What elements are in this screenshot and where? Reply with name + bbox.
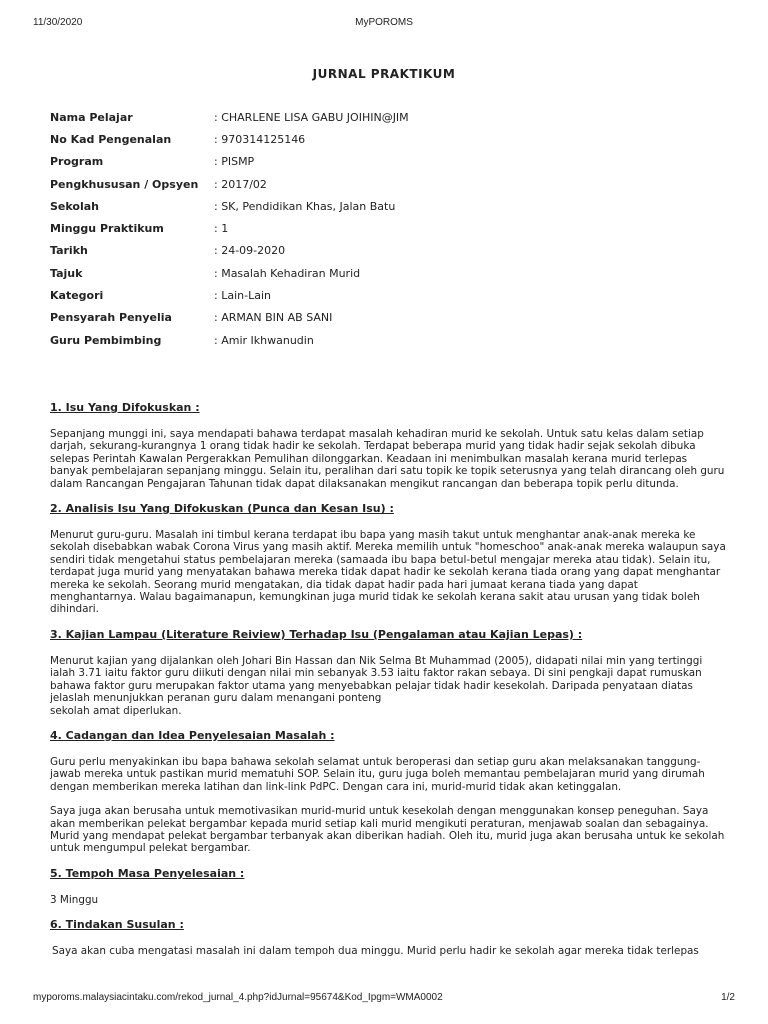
info-value: : Amir Ikhwanudin (214, 333, 314, 347)
info-row-guru (50, 329, 730, 351)
info-label: Tarikh (50, 244, 88, 258)
journal-content (50, 401, 726, 968)
section-heading: 5. Tempoh Masa Penyelesaian : (50, 866, 245, 880)
student-info-table (50, 106, 730, 351)
info-row-pensyarah (50, 307, 730, 329)
info-value: : ARMAN BIN AB SANI (214, 311, 333, 325)
section-paragraph: Guru perlu menyakinkan ibu bapa bahawa sekolah selamat untuk beroperasi dan setiap guru akan melaksanakan tanggung-jawab mereka untuk pastikan murid mematuhi SOP. Selain itu, guru juga boleh memantau pembelajaran murid yang dirumah dengan memberikan mereka latihan dan link-link PdPC. Dengan cara ini, murid-murid tidak akan ketinggalan. (50, 755, 705, 793)
info-row-tarikh (50, 240, 730, 262)
info-value: : 24-09-2020 (214, 244, 286, 258)
section-heading: 6. Tindakan Susulan : (50, 918, 184, 932)
info-row-sekolah (50, 195, 730, 217)
info-row-opsyen (50, 173, 730, 195)
info-label: Guru Pembimbing (50, 333, 162, 347)
section-paragraph: 3 Minggu (50, 893, 99, 906)
info-row-minggu (50, 217, 730, 239)
info-row-program (50, 151, 730, 173)
info-value: : 1 (214, 222, 229, 236)
info-label: Kategori (50, 289, 104, 303)
info-label: Tajuk (50, 266, 83, 280)
info-label: Pensyarah Penyelia (50, 311, 172, 325)
page-title: JURNAL PRAKTIKUM (312, 67, 456, 81)
info-value: : Masalah Kehadiran Murid (214, 266, 361, 280)
info-label: Minggu Praktikum (50, 222, 164, 236)
info-value: : 2017/02 (214, 177, 267, 191)
info-value: : SK, Pendidikan Khas, Jalan Batu (214, 199, 396, 213)
info-label: No Kad Pengenalan (50, 132, 172, 146)
print-date: 11/30/2020 (33, 17, 83, 28)
print-header (0, 17, 768, 31)
print-site-title: MyPOROMS (355, 17, 413, 28)
info-row-kad (50, 128, 730, 150)
print-footer (0, 992, 768, 1006)
info-value: : 970314125146 (214, 132, 306, 146)
print-page-number: 1/2 (721, 992, 735, 1003)
info-row-nama (50, 106, 730, 128)
section-paragraph: Sepanjang munggi ini, saya mendapati bahawa terdapat masalah kehadiran murid ke sekolah. Untuk satu kelas dalam setiap darjah, sekurang-kurangnya 1 orang tidak hadir ke sekolah. Terdapat beberapa murid yang tidak hadir sejak sekolah dibuka selepas Perintah Kawalan Pergerakkan Pemulihan dilonggarkan. Keadaan ini menimbulkan masalah kerana murid terlepas banyak pembelajaran sepanjang minggu. Selain itu, peralihan dari satu topik ke topik seterusnya yang telah dirancang oleh guru dalam Rancangan Pengajaran Tahunan tidak dapat dilaksanakan mengikut rancangan dan beberapa topik perlu ditunda. (50, 428, 725, 490)
section-heading: 2. Analisis Isu Yang Difokuskan (Punca dan Kesan Isu) : (50, 502, 394, 516)
print-url: myporoms.malaysiacintaku.com/rekod_jurnal_4.php?idJurnal=95674&Kod_Ipgm=WMA0002 (33, 992, 443, 1003)
info-value: : Lain-Lain (214, 289, 271, 303)
section-paragraph: Menurut guru-guru. Masalah ini timbul kerana terdapat ibu bapa yang masih takut untuk menghantar anak-anak mereka ke sekolah disebabkan wabak Corona Virus yang masih aktif. Mereka memilih untuk "homeschoo" anak-anak mereka walaupun saya sendiri tidak mengetahui status pembelajaran mereka (samaada ibu bapa betul-betul mengajar mereka atau tidak). Selain itu, terdapat juga murid yang menyatakan bahawa mereka tidak dapat hadir ke sekolah kerana tiada orang yang dapat menghantar mereka ke sekolah. Seorang murid mengatakan, dia tidak dapat hadir pada hari jumaat kerana tiada yang dapat menghantarnya. Walau bagaimanapun, kemungkinan juga murid tidak ke sekolah kerana sakit atau urusan yang tidak boleh dihindari. (50, 529, 726, 616)
section-heading: 3. Kajian Lampau (Literature Reiview) Terhadap Isu (Pengalaman atau Kajian Lepas) : (50, 627, 583, 641)
info-value: : CHARLENE LISA GABU JOIHIN@JIM (214, 110, 409, 124)
section-heading: 4. Cadangan dan Idea Penyelesaian Masalah : (50, 728, 335, 742)
section-paragraph: Saya juga akan berusaha untuk memotivasikan murid-murid untuk kesekolah dengan menggunakan konsep peneguhan. Saya akan memberikan pelekat bergambar kepada murid setiap kali murid mengikuti peraturan, menjawab soalan dan sebagainya. Murid yang mendapat pelekat bergambar terbanyak akan diberikan hadiah. Oleh itu, murid juga akan berusaha untuk ke sekolah untuk mengumpul pelekat bergambar. (50, 805, 725, 855)
info-label: Pengkhususan / Opsyen (50, 177, 199, 191)
info-label: Program (50, 155, 104, 169)
section-heading: 1. Isu Yang Difokuskan : (50, 401, 200, 414)
info-label: Sekolah (50, 199, 99, 213)
section-paragraph: Menurut kajian yang dijalankan oleh Johari Bin Hassan dan Nik Selma Bt Muhammad (2005), didapati nilai min yang tertinggi ialah 3.71 iaitu faktor guru diikuti dengan nilai min sebanyak 3.53 iaitu faktor rakan sebaya. Di sini pengkaji dapat rumuskan bahawa faktor guru merupakan faktor utama yang menyebabkan pelajar tidak hadir kesekolah. Daripada penyataan diatas jelaslah menunjukkan peranan guru dalam menangani ponteng sekolah amat diperlukan. (50, 654, 703, 717)
info-label: Nama Pelajar (50, 110, 133, 124)
info-row-kategori (50, 284, 730, 306)
info-value: : PISMP (214, 155, 255, 169)
section-paragraph: Saya akan cuba mengatasi masalah ini dalam tempoh dua minggu. Murid perlu hadir ke sekolah agar mereka tidak terlepas (52, 945, 699, 958)
info-row-tajuk (50, 262, 730, 284)
